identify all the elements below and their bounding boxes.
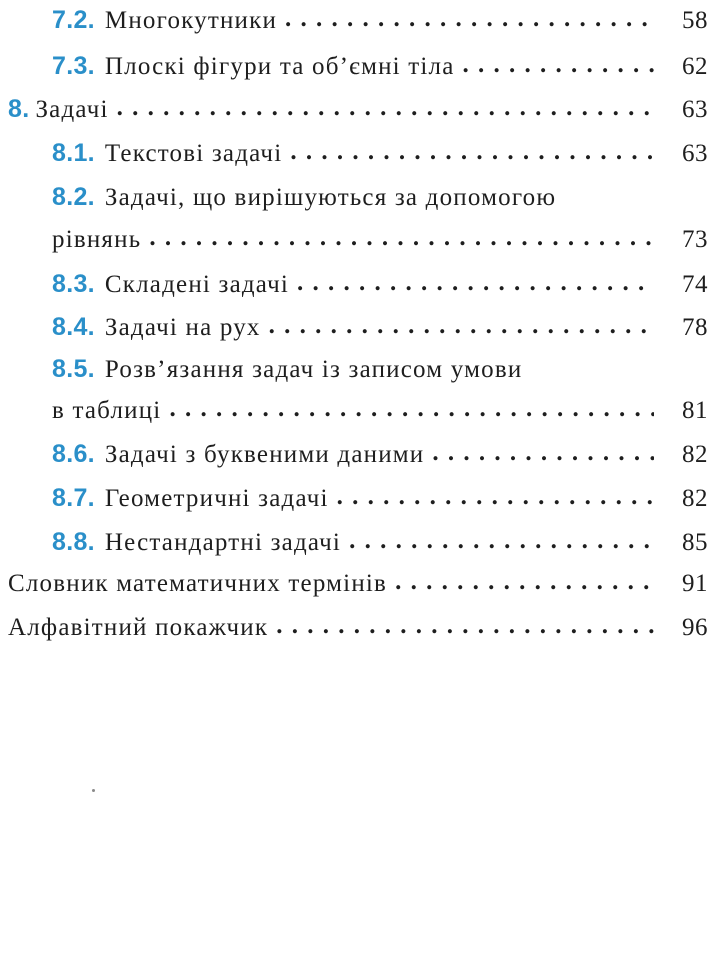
toc-number: 8.1. <box>52 139 95 167</box>
toc-title: Задачі на рух <box>104 314 261 341</box>
toc-page-number: 63 <box>682 96 708 123</box>
toc-entry-8-4[interactable] <box>0 307 722 347</box>
toc-title: Плоскі фігури та об’ємні тіла <box>104 53 455 80</box>
toc-entry-8-3[interactable] <box>0 264 722 304</box>
toc-page-number: 96 <box>682 614 708 641</box>
toc-entry-8-2-continuation[interactable] <box>0 220 722 260</box>
dot-leader <box>276 606 654 646</box>
dot-leader <box>337 477 654 517</box>
toc-page-number: 62 <box>682 53 708 80</box>
toc-title: Многокутники <box>104 7 278 34</box>
toc-title: Задачі, що вирішуються за допомогою <box>104 184 557 211</box>
toc-number: 8.3. <box>52 270 95 298</box>
toc-title: Розв’язання задач із записом умови <box>104 356 523 383</box>
toc-page-number: 81 <box>682 397 708 424</box>
toc-entry-8-1[interactable] <box>0 133 722 173</box>
dot-leader <box>290 132 654 172</box>
dot-leader <box>149 218 654 258</box>
toc-entry-8-5[interactable] <box>0 349 722 389</box>
dot-leader <box>463 45 654 85</box>
print-speck <box>92 789 95 792</box>
dot-leader <box>169 389 654 429</box>
toc-entry-7-3[interactable] <box>0 46 722 86</box>
toc-entry-8-7[interactable] <box>0 478 722 518</box>
toc-title: Словник математичних термінів <box>8 570 388 597</box>
toc-page-number: 91 <box>682 570 708 597</box>
toc-page-number: 73 <box>682 226 708 253</box>
toc-page-number: 82 <box>682 485 708 512</box>
toc-title-continuation: в таблиці <box>52 397 162 424</box>
dot-leader <box>432 433 654 473</box>
toc-page-number: 85 <box>682 529 708 556</box>
toc-entry-8[interactable] <box>0 89 722 129</box>
toc-entry-8-5-continuation[interactable] <box>0 391 722 431</box>
toc-title: Алфавітний покажчик <box>8 614 269 641</box>
dot-leader <box>269 306 654 346</box>
dot-leader <box>117 88 654 128</box>
toc-entry-index[interactable] <box>0 608 722 648</box>
toc-page-number: 78 <box>682 314 708 341</box>
toc-entry-8-2[interactable] <box>0 177 722 217</box>
toc-title: Складені задачі <box>104 271 289 298</box>
toc-number: 7.2. <box>52 6 95 34</box>
toc-entry-8-8[interactable] <box>0 522 722 562</box>
toc-page-number: 74 <box>682 271 708 298</box>
dot-leader <box>297 263 654 303</box>
dot-leader <box>285 0 654 39</box>
toc-number: 8. <box>8 95 30 123</box>
toc-entry-glossary[interactable] <box>0 564 722 604</box>
toc-page-number: 63 <box>682 140 708 167</box>
toc-number: 8.4. <box>52 313 95 341</box>
toc-number: 8.7. <box>52 484 95 512</box>
toc-number: 7.3. <box>52 52 95 80</box>
dot-leader <box>395 562 654 602</box>
toc-number: 8.2. <box>52 183 95 211</box>
toc-number: 8.8. <box>52 528 95 556</box>
toc-entry-8-6[interactable] <box>0 434 722 474</box>
toc-title-continuation: рівнянь <box>52 226 142 253</box>
toc-title: Нестандартні задачі <box>104 529 342 556</box>
toc-title: Задачі з буквеними даними <box>104 441 425 468</box>
toc-entry-7-2[interactable] <box>0 0 722 40</box>
dot-leader <box>349 521 654 561</box>
toc-title: Задачі <box>35 96 109 123</box>
toc-title: Текстові задачі <box>104 140 283 167</box>
toc-page-number: 82 <box>682 441 708 468</box>
toc-page-number: 58 <box>682 7 708 34</box>
toc-title: Геометричні задачі <box>104 485 329 512</box>
toc-number: 8.5. <box>52 355 95 383</box>
toc-number: 8.6. <box>52 440 95 468</box>
